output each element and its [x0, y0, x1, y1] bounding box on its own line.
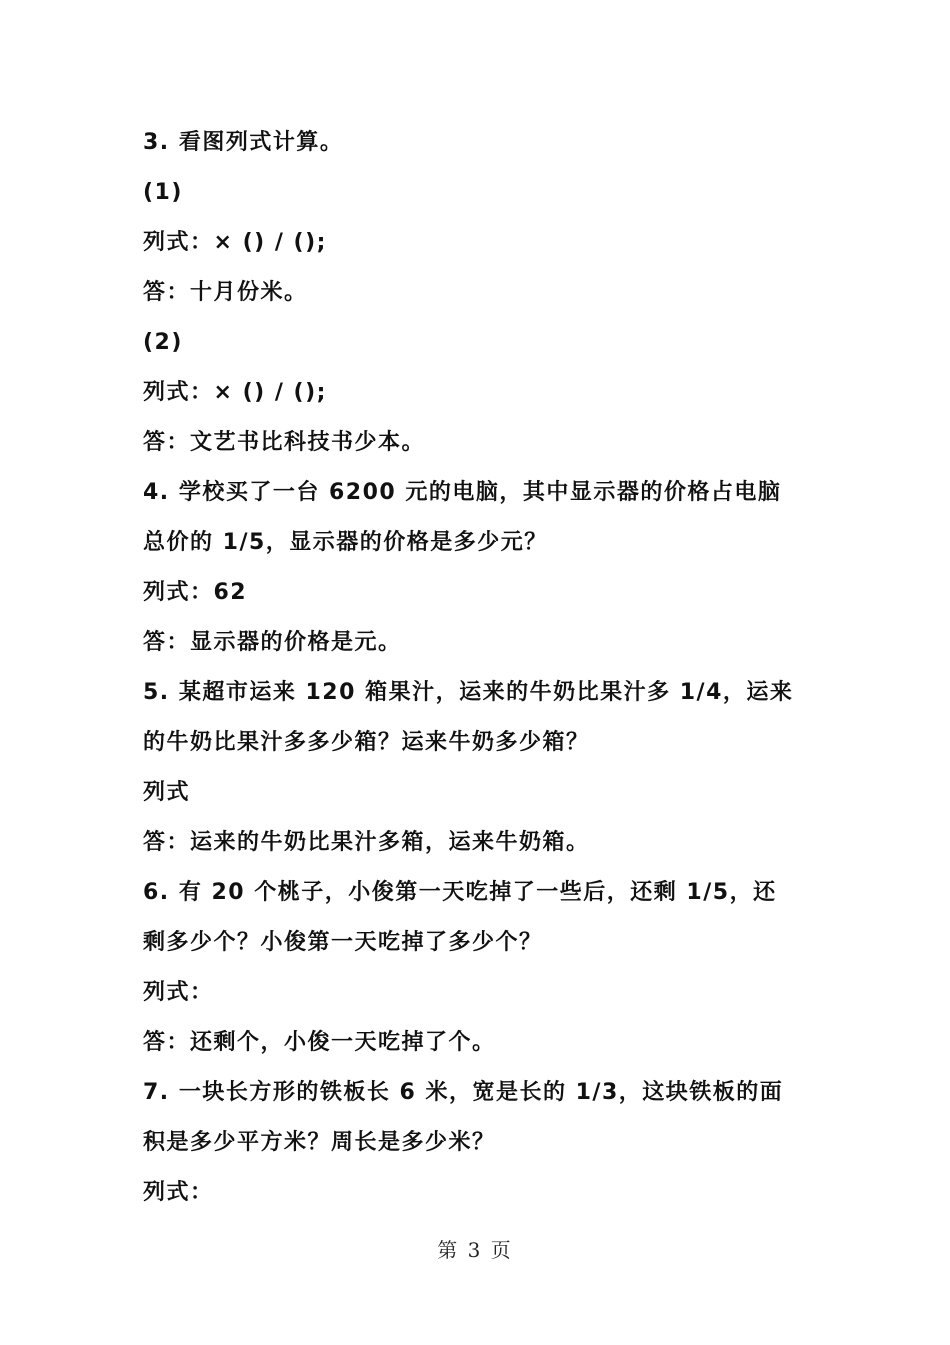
q6-answer: 答：还剩个，小俊一天吃掉了个。 — [143, 1030, 496, 1055]
q6-formula: 列式： — [143, 980, 214, 1005]
q5-text-line2: 的牛奶比果汁多多少箱？运来牛奶多少箱？ — [143, 730, 590, 755]
q3-part1-label: (1) — [143, 180, 183, 205]
q3-part2-answer: 答：文艺书比科技书少本。 — [143, 430, 426, 455]
q5-formula: 列式 — [143, 780, 191, 805]
q3-heading: 3. 看图列式计算。 — [143, 130, 344, 155]
q3-part2-formula: 列式：× () / (); — [143, 380, 327, 405]
q7-text-line1: 7. 一块长方形的铁板长 6 米，宽是长的 1/3，这块铁板的面 — [143, 1080, 784, 1105]
q6-text-line2: 剩多少个？小俊第一天吃掉了多少个？ — [143, 930, 543, 955]
page-content — [143, 118, 823, 1218]
q4-formula: 列式：62 — [143, 580, 248, 605]
q6-text-line1: 6. 有 20 个桃子，小俊第一天吃掉了一些后，还剩 1/5，还 — [143, 880, 777, 905]
q4-answer: 答：显示器的价格是元。 — [143, 630, 402, 655]
q4-text-line2: 总价的 1/5，显示器的价格是多少元？ — [143, 530, 548, 555]
q7-formula: 列式： — [143, 1180, 214, 1205]
page-number: 第 3 页 — [437, 1238, 513, 1262]
q4-text-line1: 4. 学校买了一台 6200 元的电脑，其中显示器的价格占电脑 — [143, 480, 782, 505]
q7-text-line2: 积是多少平方米？周长是多少米？ — [143, 1130, 496, 1155]
q3-part2-label: (2) — [143, 330, 183, 355]
q5-answer: 答：运来的牛奶比果汁多箱，运来牛奶箱。 — [143, 830, 590, 855]
q3-part1-formula: 列式：× () / (); — [143, 230, 327, 255]
q3-part1-answer: 答：十月份米。 — [143, 280, 308, 305]
q5-text-line1: 5. 某超市运来 120 箱果汁，运来的牛奶比果汁多 1/4，运来 — [143, 680, 794, 705]
